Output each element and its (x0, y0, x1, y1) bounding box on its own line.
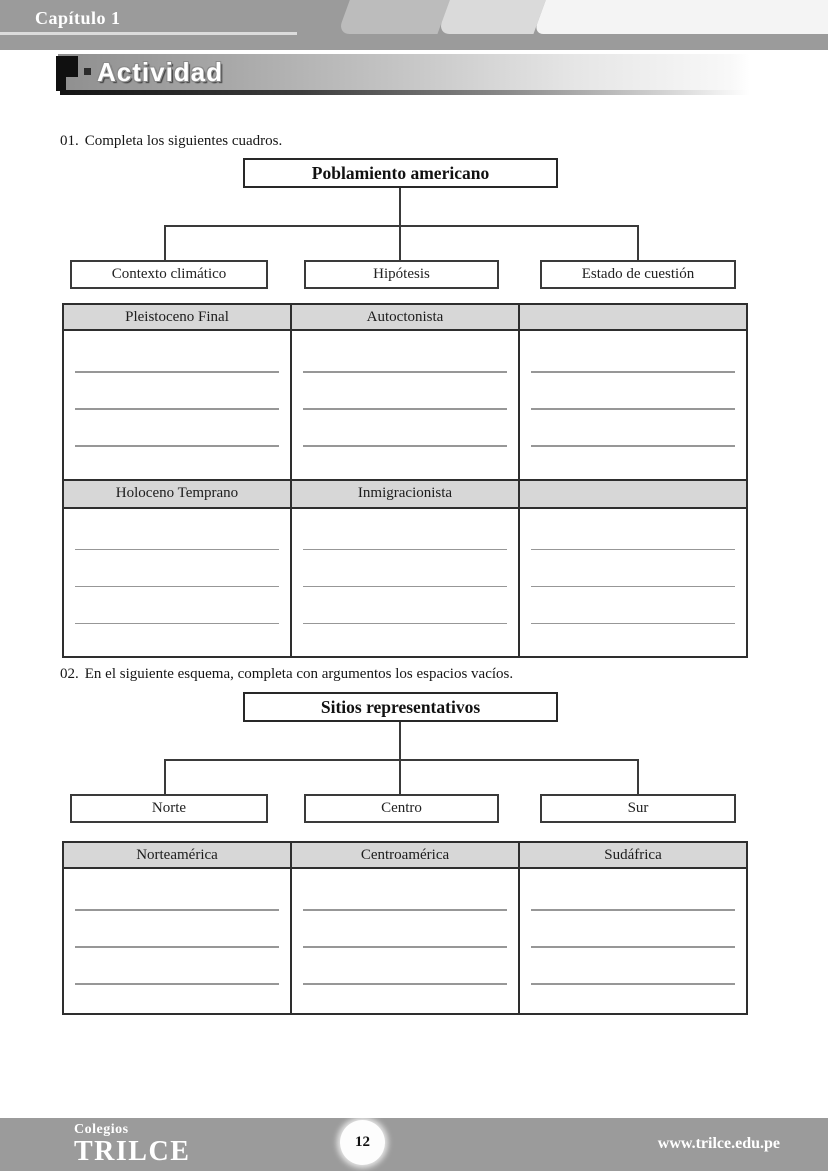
diagram1-root-box: Poblamiento americano (243, 158, 558, 188)
connector-line (164, 225, 639, 227)
writing-line (75, 371, 279, 373)
decorative-slant-shape (337, 0, 452, 34)
writing-line (75, 549, 279, 551)
diagram1-child-box: Contexto climático (70, 260, 268, 289)
table1-header-cell (520, 481, 746, 507)
question-2-number: 02. (60, 666, 79, 682)
writing-line (531, 946, 735, 948)
table2-body-row (64, 869, 746, 1013)
answer-cell (520, 869, 746, 1013)
writing-line (531, 623, 735, 625)
answer-cell (64, 869, 292, 1013)
table1-header-cell: Pleistoceno Final (64, 305, 292, 329)
writing-line (531, 586, 735, 588)
table1-header-cell: Inmigracionista (292, 481, 520, 507)
writing-line (531, 445, 735, 447)
connector-line (164, 759, 639, 761)
website-url: www.trilce.edu.pe (657, 1135, 780, 1152)
table2-header-cell: Norteamérica (64, 843, 292, 867)
writing-line (303, 445, 507, 447)
diagram2-child-box: Norte (70, 794, 268, 823)
diagram2-child-box: Centro (304, 794, 499, 823)
table2-header-cell: Centroamérica (292, 843, 520, 867)
writing-line (75, 408, 279, 410)
answer-table-1 (62, 303, 748, 658)
banner-square-icon-small (56, 77, 66, 91)
writing-line (303, 623, 507, 625)
writing-line (75, 623, 279, 625)
section-title: Actividad (97, 57, 224, 87)
writing-line (303, 408, 507, 410)
question-1-text: Completa los siguientes cuadros. (84, 133, 283, 149)
writing-line (303, 946, 507, 948)
table1-header-cell (520, 305, 746, 329)
brand-line-trilce: TRILCE (74, 1136, 191, 1167)
diagram1-child-box: Hipótesis (304, 260, 499, 289)
answer-table-2 (62, 841, 748, 1015)
chapter-header-bar (0, 0, 828, 50)
connector-line (164, 227, 166, 260)
table1-body-row-1 (64, 331, 746, 479)
table1-header-row-2 (64, 479, 746, 509)
writing-line (75, 983, 279, 985)
chapter-underline (0, 32, 297, 35)
bullet-square-icon (84, 68, 91, 75)
writing-line (303, 549, 507, 551)
decorative-slant-shape (533, 0, 828, 34)
answer-cell (64, 331, 292, 479)
writing-line (303, 983, 507, 985)
answer-cell (64, 509, 292, 657)
page-number: 12 (355, 1134, 370, 1150)
writing-line (531, 909, 735, 911)
answer-cell (292, 869, 520, 1013)
connector-line (164, 761, 166, 794)
writing-line (531, 371, 735, 373)
writing-line (303, 586, 507, 588)
table1-header-cell: Autoctonista (292, 305, 520, 329)
page-number-badge (340, 1120, 385, 1165)
writing-line (75, 586, 279, 588)
question-2 (60, 666, 513, 683)
table2-header-cell: Sudáfrica (604, 846, 662, 863)
diagram1-child-box: Estado de cuestión (540, 260, 736, 289)
table1-header-row-1 (64, 305, 746, 331)
answer-cell (520, 509, 746, 657)
connector-line (637, 227, 639, 260)
banner-underline (60, 90, 750, 95)
question-1-number: 01. (60, 133, 79, 149)
writing-line (75, 445, 279, 447)
table1-body-row-2 (64, 509, 746, 657)
diagram-poblamiento-americano (0, 158, 828, 290)
answer-cell (520, 331, 746, 479)
question-2-text: En el siguiente esquema, completa con argumentos los espacios vacíos. (84, 666, 514, 682)
page-footer-bar (0, 1118, 828, 1171)
banner-square-icon (56, 56, 78, 77)
question-1 (60, 133, 282, 150)
writing-line (531, 983, 735, 985)
connector-line (637, 761, 639, 794)
diagram2-root-box: Sitios representativos (243, 692, 558, 722)
brand-line-colegios: Colegios (74, 1122, 129, 1137)
writing-line (75, 946, 279, 948)
answer-cell (292, 509, 520, 657)
writing-line (531, 549, 735, 551)
writing-line (75, 909, 279, 911)
answer-cell (292, 331, 520, 479)
connector-line (399, 188, 401, 260)
diagram-sitios-representativos (0, 692, 828, 824)
chapter-title: Capítulo 1 (35, 8, 121, 28)
diagram2-child-box: Sur (540, 794, 736, 823)
table2-header-row (64, 843, 746, 869)
connector-line (399, 722, 401, 794)
writing-line (303, 909, 507, 911)
trilce-logo (74, 1123, 190, 1166)
writing-line (531, 408, 735, 410)
table1-header-cell: Holoceno Temprano (64, 481, 292, 507)
decorative-slant-shape (437, 0, 548, 34)
writing-line (303, 371, 507, 373)
